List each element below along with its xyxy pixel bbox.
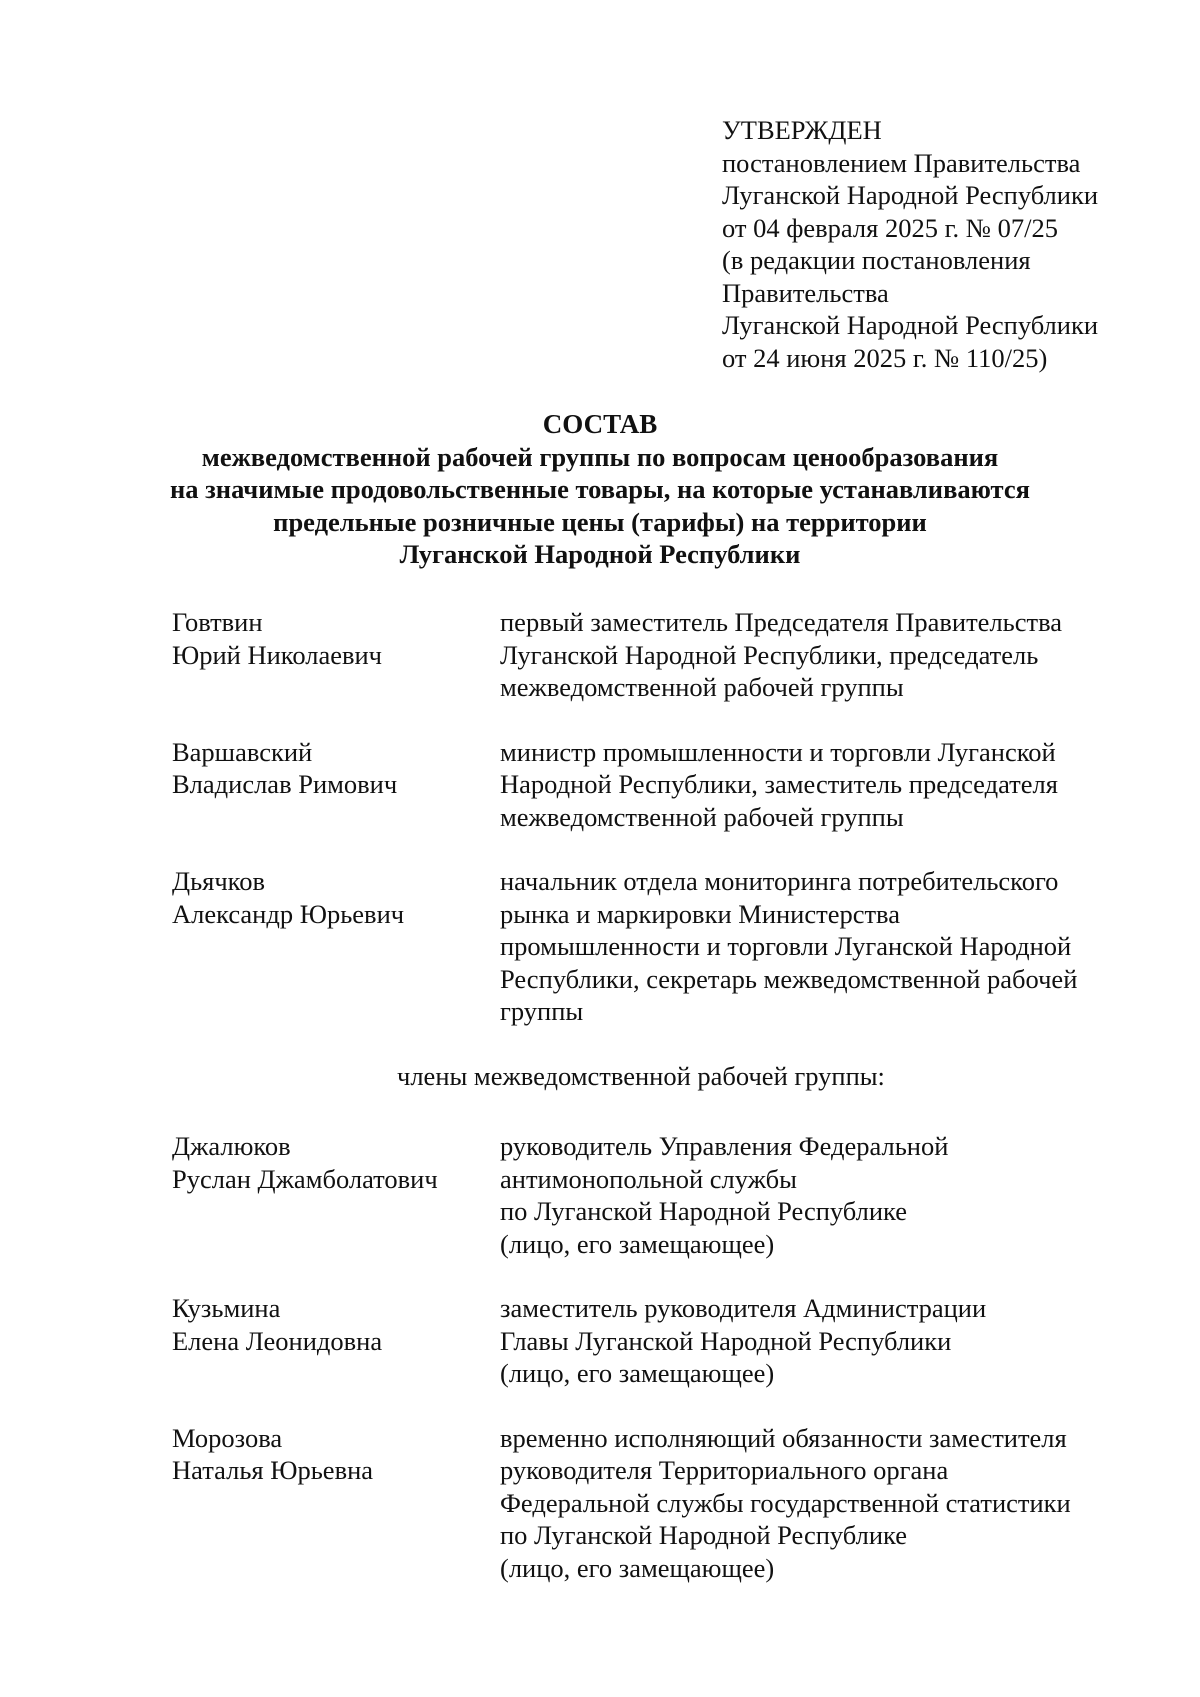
role-line: Народной Республики, заместитель председателя [500,769,1058,799]
member-surname: Варшавский [172,736,313,767]
member-surname: Морозова [172,1422,283,1453]
approval-line: Правительства [722,277,889,308]
member-given-name: Руслан Джамболатович [172,1163,438,1194]
role-line: рынка и маркировки Министерства [500,898,900,929]
member-entry [172,1130,1182,1260]
title-line: на значимые продовольственные товары, на которые устанавливаются [170,474,1030,504]
role-line: временно исполняющий обязанности заместителя [500,1422,1067,1453]
approval-line: от 04 февраля 2025 г. № 07/25 [722,212,1058,243]
member-surname: Говтвин [172,607,263,637]
title-line: предельные розничные цены (тарифы) на территории [273,506,927,537]
member-role [500,1422,1182,1585]
member-given-name: Владислав Римович [172,769,398,799]
member-role [500,1130,1182,1260]
member-entry [172,736,1182,834]
document-title [0,408,1200,571]
role-line: (лицо, его замещающее) [500,1228,775,1259]
approval-line: от 24 июня 2025 г. № 110/25) [722,342,1048,373]
member-role [500,1292,1182,1390]
member-role [500,606,1182,704]
member-name [172,1130,500,1260]
title-line: Луганской Народной Республики [399,539,801,569]
member-given-name: Александр Юрьевич [172,898,405,929]
approval-line: постановлением Правительства [722,147,1081,178]
member-entry [172,865,1182,1028]
member-surname: Кузьмина [172,1293,281,1323]
role-line: (лицо, его замещающее) [500,1358,775,1388]
member-role [500,736,1182,834]
member-entry [172,606,1182,704]
approval-line: (в редакции постановления [722,245,1031,275]
member-entry [172,1422,1182,1585]
role-line: Луганской Народной Республики, председатель [500,639,1039,670]
member-surname: Джалюков [172,1131,291,1161]
member-name [172,865,500,1028]
role-line: заместитель руководителя Администрации [500,1293,987,1323]
approval-block [722,114,1192,374]
title-heading: СОСТАВ [542,409,658,439]
role-line: начальник отдела мониторинга потребительского [500,866,1059,896]
member-given-name: Юрий Николаевич [172,639,382,670]
role-line: группы [500,996,584,1026]
member-surname: Дьячков [172,866,265,896]
role-line: по Луганской Народной Республике [500,1520,907,1550]
role-line: руководителя Территориального органа [500,1455,949,1485]
title-line: межведомственной рабочей группы по вопросам ценообразования [201,441,999,472]
role-line: межведомственной рабочей группы [500,801,904,832]
member-given-name: Елена Леонидовна [172,1325,383,1356]
role-line: Федеральной службы государственной статистики [500,1487,1071,1518]
role-line: первый заместитель Председателя Правительства [500,607,1063,637]
approval-line: Луганской Народной Республики [722,310,1099,340]
members-subheading: члены межведомственной рабочей группы: [397,1060,885,1091]
role-line: промышленности и торговли Луганской Народной [500,931,1072,961]
role-line: руководитель Управления Федеральной [500,1131,949,1161]
member-name [172,1422,500,1585]
role-line: антимонопольной службы [500,1163,797,1194]
approval-line: УТВЕРЖДЕН [722,115,882,145]
role-line: Республики, секретарь межведомственной рабочей [500,963,1078,994]
approval-line: Луганской Народной Республики [722,180,1099,210]
role-line: Главы Луганской Народной Республики [500,1325,952,1356]
member-given-name: Наталья Юрьевна [172,1455,374,1485]
role-line: по Луганской Народной Республике [500,1196,907,1226]
member-name [172,606,500,704]
member-role [500,865,1182,1028]
member-entry [172,1292,1182,1390]
member-name [172,1292,500,1390]
role-line: (лицо, его замещающее) [500,1552,775,1583]
role-line: министр промышленности и торговли Луганской [500,736,1056,767]
role-line: межведомственной рабочей группы [500,672,904,702]
member-name [172,736,500,834]
members-list [172,606,1182,1616]
